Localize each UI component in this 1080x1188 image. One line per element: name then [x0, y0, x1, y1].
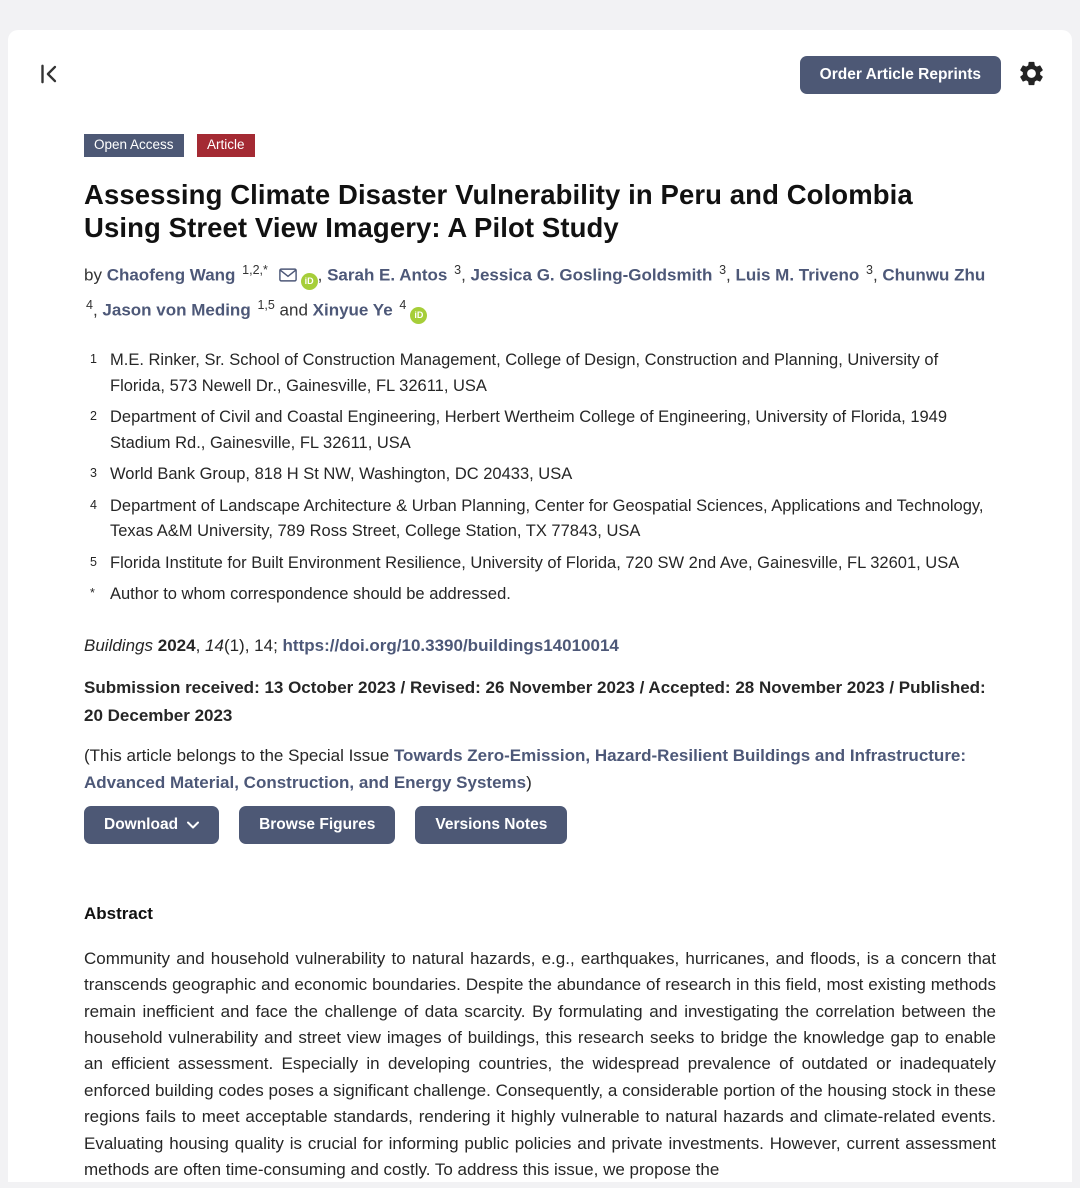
chevron-down-icon [187, 816, 199, 834]
journal-name: Buildings [84, 635, 153, 655]
topbar [8, 30, 1072, 94]
affiliation-text: M.E. Rinker, Sr. School of Construction Management, College of Design, Construction and Planning, University of Florida, 573 Newell Dr., Gainesville, FL 32611, USA [110, 351, 939, 395]
citation-sep: , [195, 635, 206, 655]
special-issue-prefix: (This article belongs to the Special Issue [84, 745, 394, 765]
article-type-badge: Article [197, 134, 255, 157]
author-affiliation-sup: 3 [719, 263, 727, 277]
settings-button[interactable] [1017, 59, 1046, 91]
versions-notes-label: Versions Notes [435, 815, 548, 833]
article-content [8, 134, 1072, 1182]
affiliation-text: World Bank Group, 818 H St NW, Washington, DC 20433, USA [110, 465, 573, 484]
collapse-sidebar-button[interactable] [36, 60, 62, 91]
affiliation-number: 1 [90, 352, 97, 367]
collapse-left-icon [36, 60, 62, 91]
submission-dates: Submission received: 13 October 2023 / Revised: 26 November 2023 / Accepted: 28 November 2023 / Published: 20 December 2023 [84, 677, 986, 725]
authors-line: by Chaofeng Wang $^{1,2,*}$ iD , Sarah E. Antos $^3$, Jessica G. Gosling-Goldsmith $^3$, Luis M. Triveno $^3$, Chunwu Zhu $^4$, Jason von Meding $^{1,5}$ and Xinyue Ye $^4$iD [84, 256, 996, 324]
badges-row [84, 134, 996, 157]
open-access-badge: Open Access [84, 134, 184, 157]
affiliation-number: 2 [90, 409, 97, 424]
affiliation-number: 3 [90, 466, 97, 481]
abstract-text: Community and household vulnerability to natural hazards, e.g., earthquakes, hurricanes, and floods, is a concern that transcends geographic and economic boundaries. Despite the abundance of research in this field, most existing methods remain inefficient and face the challenge of data scarcity. By formulating and investigating the correlation between the household vulnerability and street view images of buildings, this research seeks to bridge the knowledge gap to enable an efficient assessment. Especially in developing countries, the widespread prevalence of outdated or inadequately enforced building codes poses a significant challenge. Consequently, a considerable portion of the housing stock in these regions fails to meet acceptable standards, rendering it highly vulnerable to natural hazards and climate-related events. Evaluating housing quality is crucial for informing public policies and private investments. However, current assessment methods are often time-consuming and costly. To address this issue, we propose the [84, 948, 996, 1180]
affiliation-item [84, 494, 996, 545]
citation-line [84, 636, 996, 656]
author-link[interactable]: Chunwu Zhu [882, 265, 986, 285]
citation-issue-pages: (1), 14; [223, 635, 283, 655]
affiliation-number: * [90, 586, 95, 601]
affiliations-list [84, 348, 996, 608]
author-affiliation-sup: 4 [86, 297, 93, 312]
abstract-heading: Abstract [84, 903, 153, 923]
versions-notes-button[interactable] [415, 806, 567, 844]
article-title: Assessing Climate Disaster Vulnerability in Peru and Colombia Using Street View Imagery: A Pilot Study [84, 179, 913, 243]
orcid-icon[interactable]: iD [301, 273, 318, 290]
download-button[interactable] [84, 806, 219, 844]
email-icon[interactable] [279, 267, 297, 286]
special-issue-link[interactable]: Towards Zero-Emission, Hazard-Resilient Buildings and Infrastructure: Advanced Material, Construction, and Energy Systems [84, 745, 967, 792]
author-link[interactable]: Jason von Meding [102, 300, 251, 320]
orcid-icon[interactable]: iD [410, 307, 427, 324]
author-link[interactable]: Sarah E. Antos [327, 265, 448, 285]
download-label: Download [104, 815, 179, 833]
special-issue-line [84, 742, 996, 796]
affiliation-item [84, 405, 996, 456]
affiliation-text: Florida Institute for Built Environment Resilience, University of Florida, 720 SW 2nd Ave, Gainesville, FL 32601, USA [110, 553, 960, 572]
order-reprints-label: Order Article Reprints [819, 66, 981, 83]
author-affiliation-sup: 4 [399, 297, 407, 312]
gear-icon [1017, 59, 1046, 91]
special-issue-suffix: ) [526, 772, 532, 792]
affiliation-item [84, 551, 996, 577]
affiliation-number: 4 [90, 497, 97, 512]
citation-volume: 14 [205, 635, 224, 655]
authors-prefix: by [84, 265, 107, 285]
doi-link[interactable]: https://doi.org/10.3390/buildings14010014 [282, 635, 619, 655]
affiliation-number: 5 [90, 554, 97, 569]
author-link[interactable]: Jessica G. Gosling-Goldsmith [470, 265, 713, 285]
action-buttons-row [84, 806, 996, 844]
author-affiliation-sup: 1,2,* [242, 263, 268, 277]
author-link[interactable]: Chaofeng Wang [106, 265, 236, 285]
topbar-right [800, 56, 1046, 94]
author-affiliation-sup: 3 [865, 263, 873, 277]
author-affiliation-sup: 1,5 [257, 297, 275, 312]
author-link[interactable]: Luis M. Triveno [735, 265, 860, 285]
browse-figures-button[interactable] [239, 806, 395, 844]
affiliation-text: Department of Landscape Architecture & Urban Planning, Center for Geospatial Sciences, Applications and Technology, Texas A&M University, 789 Ross Street, College Station, TX 77843, USA [110, 496, 984, 541]
affiliation-item [84, 582, 996, 608]
affiliation-text: Author to whom correspondence should be addressed. [110, 585, 511, 604]
order-reprints-button[interactable] [800, 56, 1001, 94]
article-card [8, 30, 1072, 1182]
affiliation-item [84, 348, 996, 399]
affiliation-item [84, 462, 996, 488]
browse-figures-label: Browse Figures [259, 815, 376, 833]
author-link[interactable]: Xinyue Ye [312, 300, 393, 320]
citation-year: 2024 [157, 635, 196, 655]
affiliation-text: Department of Civil and Coastal Engineering, Herbert Wertheim College of Engineering, University of Florida, 1949 Stadium Rd., Gainesville, FL 32611, USA [110, 408, 948, 452]
author-affiliation-sup: 3 [454, 263, 462, 277]
